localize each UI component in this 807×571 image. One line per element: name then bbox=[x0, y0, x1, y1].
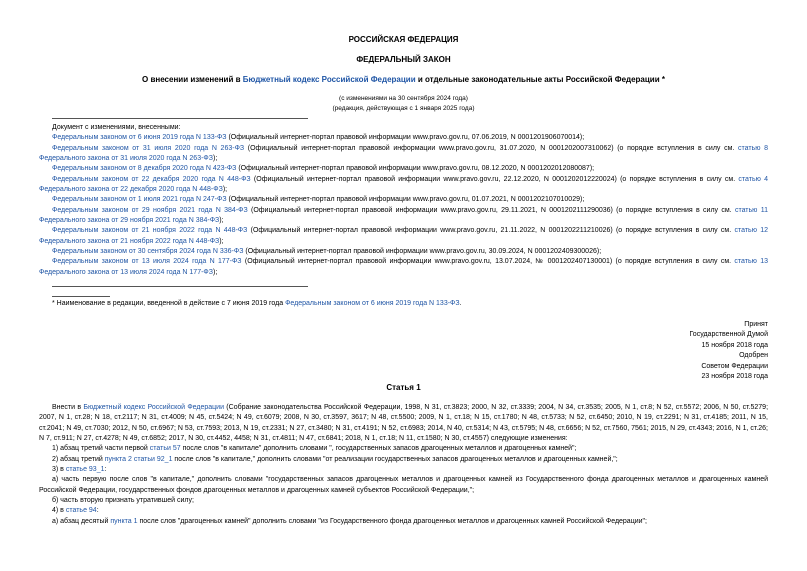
article-intro-after: (Собрание законодательства Российской Федерации, 1998, N 31, ст.3823; 2000, N 32, ст.3339; 2004, N 34, ст.3535; 2005, N 1, ст.8; N 52, ст.5572; 2006, N 50, ст.5279; 2007, N 1, ст.28; N 18, ст.2117; N 31, ст.4009; N 45, ст.5424; N 49, ст.6079; 2008, N 30, ст.3597, 3617; N 48, ст.5500; 2009, N 1, ст.18; N 15, ст.1780; N 48, ст.5733; N 52, ст.6450; 2010, N 19, ст.2291; N 31, ст.4185; 2011, N 15, ст.2041; N 49, ст.7030; 2012, N 50, ст.6967; N 53, ст.7593; 2013, N 19, ст.2331; N 27, ст.3480; N 31, ст.4191; N 52, ст.6983; 2014, N 40, ст.5314; N 43, ст.5795; N 48, ст.6656; N 52, ст.7560, 7561; 2015, N 29, ст.4343; 2016, N 1, ст.26; N 7, ст.911; N 27, ст.4278; N 49, ст.6852; 2017, N 30, ст.4452, 4458; N 31, ст.4811; N 47, ст.6841; 2018, N 1, ст.18; N 11, ст.1580; N 30, ст.4557) следующие изменения: bbox=[39, 404, 769, 443]
footnote-law-link[interactable]: Федеральным законом от 6 июня 2019 года N 133-ФЗ bbox=[285, 300, 460, 307]
entry-into-force-link[interactable]: статью 8 Федерального закона от 31 июля 2020 года N 263-ФЗ bbox=[39, 144, 769, 163]
footnote-text-before: * Наименование в редакции, введенной в действие с 7 июня 2019 года bbox=[52, 300, 286, 307]
amendment-entry bbox=[39, 195, 768, 205]
entry-closing: ); bbox=[222, 186, 228, 194]
article-body bbox=[39, 403, 768, 527]
point-text-after: : bbox=[96, 507, 99, 515]
budget-code-link[interactable]: Бюджетный кодекс Российской Федерации bbox=[242, 75, 416, 84]
publication-source: (Официальный интернет-портал правовой информации www.pravo.gov.ru, 29.11.2021, N 0001202111290036) (о порядке вступления в силу см. bbox=[247, 206, 735, 214]
amendment-entry bbox=[39, 226, 768, 247]
publication-source: (Официальный интернет-портал правовой информации www.pravo.gov.ru, 08.12.2020, N 0001202012080087); bbox=[236, 165, 595, 173]
point-text-before: а) абзац десятый bbox=[52, 517, 111, 525]
point-text-before: 2) абзац третий bbox=[52, 455, 105, 463]
amending-law-link[interactable]: Федеральным законом от 1 июля 2021 года N 247-ФЗ bbox=[52, 196, 227, 204]
publication-source: (Официальный интернет-портал правовой информации www.pravo.gov.ru, 31.07.2020, N 0001202007310062) (о порядке вступления в силу см. bbox=[244, 144, 738, 152]
article-subpoint bbox=[39, 517, 768, 527]
title-text-after: и отдельные законодательные акты Российской Федерации * bbox=[415, 75, 665, 84]
council-date: 23 ноября 2018 года bbox=[701, 373, 768, 381]
article-point bbox=[39, 455, 768, 465]
point-text-after: после слов "в капитале" дополнить словами ", государственных запасов драгоценных металлов и драгоценных камней"; bbox=[180, 445, 577, 453]
clause-1-link[interactable]: пункта 1 bbox=[110, 517, 138, 525]
article-intro-before: Внести в bbox=[52, 404, 84, 411]
document-type-heading: ФЕДЕРАЛЬНЫЙ ЗАКОН bbox=[356, 55, 451, 64]
article-94-link[interactable]: статье 94 bbox=[65, 507, 97, 515]
divider-top bbox=[52, 118, 308, 119]
edition-note: (редакция, действующая с 1 января 2025 года) bbox=[332, 105, 475, 112]
article-93-1-link[interactable]: статье 93_1 bbox=[65, 466, 105, 474]
amending-law-link[interactable]: Федеральным законом от 31 июля 2020 года N 263-ФЗ bbox=[52, 144, 245, 152]
amendment-entry bbox=[39, 133, 768, 143]
publication-source: (Официальный интернет-портал правовой информации www.pravo.gov.ru, 01.07.2021, N 0001202107010029); bbox=[226, 196, 585, 204]
entry-into-force-link[interactable]: статью 12 Федерального закона от 21 ноября 2022 года N 448-ФЗ bbox=[39, 227, 768, 245]
publication-source: (Официальный интернет-портал правовой информации www.pravo.gov.ru, 07.06.2019, N 0001201906070014); bbox=[226, 134, 585, 142]
article-subpoint: б) часть вторую признать утратившей силу; bbox=[52, 497, 194, 505]
point-text-after: после слов "драгоценных камней" дополнить словами "из Государственного фонда драгоценных металлов и драгоценных камней Российской Федерации"; bbox=[137, 517, 647, 525]
point-text-before: 1) абзац третий части первой bbox=[52, 445, 150, 453]
approved-by-council: Советом Федерации bbox=[701, 362, 768, 370]
footnote bbox=[39, 299, 768, 309]
article-intro bbox=[39, 403, 768, 444]
point-text-after: : bbox=[104, 466, 107, 474]
budget-code-link[interactable]: Бюджетный кодекс Российской Федерации bbox=[83, 404, 225, 411]
amending-law-link[interactable]: Федеральным законом от 6 июня 2019 года N 133-ФЗ bbox=[52, 134, 227, 142]
article-point bbox=[39, 506, 768, 516]
footnote-separator bbox=[52, 296, 110, 297]
amendment-entry bbox=[39, 164, 768, 174]
entry-closing: ); bbox=[212, 268, 218, 276]
amendments-list bbox=[39, 123, 768, 278]
article-point bbox=[39, 465, 768, 475]
amendment-entry bbox=[39, 206, 768, 227]
publication-source: (Официальный интернет-портал правовой информации www.pravo.gov.ru, 13.07.2024, № 0001202407130001) (о порядке вступления в силу см. bbox=[241, 258, 735, 266]
revision-note: (с изменениями на 30 сентября 2024 года) bbox=[339, 95, 468, 102]
publication-source: (Официальный интернет-портал правовой информации www.pravo.gov.ru, 21.11.2022, N 0001202211210026) (о порядке вступления в силу см. bbox=[247, 227, 735, 235]
footnote-text bbox=[39, 299, 768, 309]
entry-closing: ); bbox=[219, 217, 224, 225]
amending-law-link[interactable]: Федеральным законом от 8 декабря 2020 года N 423-ФЗ bbox=[52, 165, 237, 173]
amending-law-link[interactable]: Федеральным законом от 30 сентября 2024 года N 336-ФЗ bbox=[52, 248, 244, 256]
article-point bbox=[39, 444, 768, 454]
amending-law-link[interactable]: Федеральным законом от 21 ноября 2022 года N 448-ФЗ bbox=[52, 227, 248, 235]
point-text-before: 4) в bbox=[52, 507, 66, 515]
amending-law-link[interactable]: Федеральным законом от 22 декабря 2020 года N 448-ФЗ bbox=[52, 175, 251, 183]
entry-into-force-link[interactable]: статью 4 Федерального закона от 22 декабря 2020 года N 448-ФЗ bbox=[39, 175, 768, 194]
entry-closing: ); bbox=[212, 155, 218, 163]
publication-source: (Официальный интернет-портал правовой информации www.pravo.gov.ru, 22.12.2020, N 0001202012220024) (о порядке вступления в силу см. bbox=[250, 175, 739, 183]
adoption-block bbox=[568, 320, 768, 382]
document-title bbox=[39, 75, 768, 85]
point-text-after: после слов "в капитале," дополнить словами "от реализации государственных запасов драгоценных металлов и драгоценных камней,"; bbox=[172, 455, 618, 463]
adopted-label: Принят bbox=[744, 321, 768, 328]
entry-into-force-link[interactable]: статью 11 Федерального закона от 29 ноября 2021 года N 384-ФЗ bbox=[39, 206, 768, 225]
amendments-intro: Документ с изменениями, внесенными: bbox=[52, 124, 181, 131]
amendment-entry bbox=[39, 175, 768, 196]
amendment-entry bbox=[39, 144, 768, 165]
approved-label: Одобрен bbox=[739, 352, 768, 360]
point-text-before: 3) в bbox=[52, 466, 66, 474]
amendment-entry bbox=[39, 257, 768, 278]
title-text-before: О внесении изменений в bbox=[142, 75, 243, 84]
country-heading: РОССИЙСКАЯ ФЕДЕРАЦИЯ bbox=[348, 35, 459, 44]
amending-law-link[interactable]: Федеральным законом от 13 июля 2024 года N 177-ФЗ bbox=[52, 258, 242, 266]
article-subpoint: а) часть первую после слов "в капитале," дополнить словами "государственных запасов драгоценных металлов и драгоценных камней из Государственного фонда драгоценных металлов и драгоценных камней Российской Федерации, государственных фондов драгоценных металлов и драгоценных камней субъектов Российской Федерации,"; bbox=[39, 476, 768, 494]
duma-date: 15 ноября 2018 года bbox=[701, 341, 768, 349]
article-title: Статья 1 bbox=[386, 383, 421, 392]
entry-into-force-link[interactable]: статью 13 Федерального закона от 13 июля 2024 года N 177-ФЗ bbox=[39, 258, 768, 276]
adopted-by-duma: Государственной Думой bbox=[689, 331, 768, 339]
publication-source: (Официальный интернет-портал правовой информации www.pravo.gov.ru, 30.09.2024, N 0001202409300026); bbox=[243, 248, 602, 256]
article-92-1-link[interactable]: пункта 2 статьи 92_1 bbox=[104, 455, 173, 463]
amending-law-link[interactable]: Федеральным законом от 29 ноября 2021 года N 384-ФЗ bbox=[52, 206, 248, 214]
entry-closing: ); bbox=[219, 237, 224, 245]
footnote-text-after: . bbox=[459, 300, 462, 307]
amendment-entry bbox=[39, 247, 768, 257]
divider-bottom bbox=[52, 286, 308, 287]
article-57-link[interactable]: статьи 57 bbox=[149, 445, 181, 453]
